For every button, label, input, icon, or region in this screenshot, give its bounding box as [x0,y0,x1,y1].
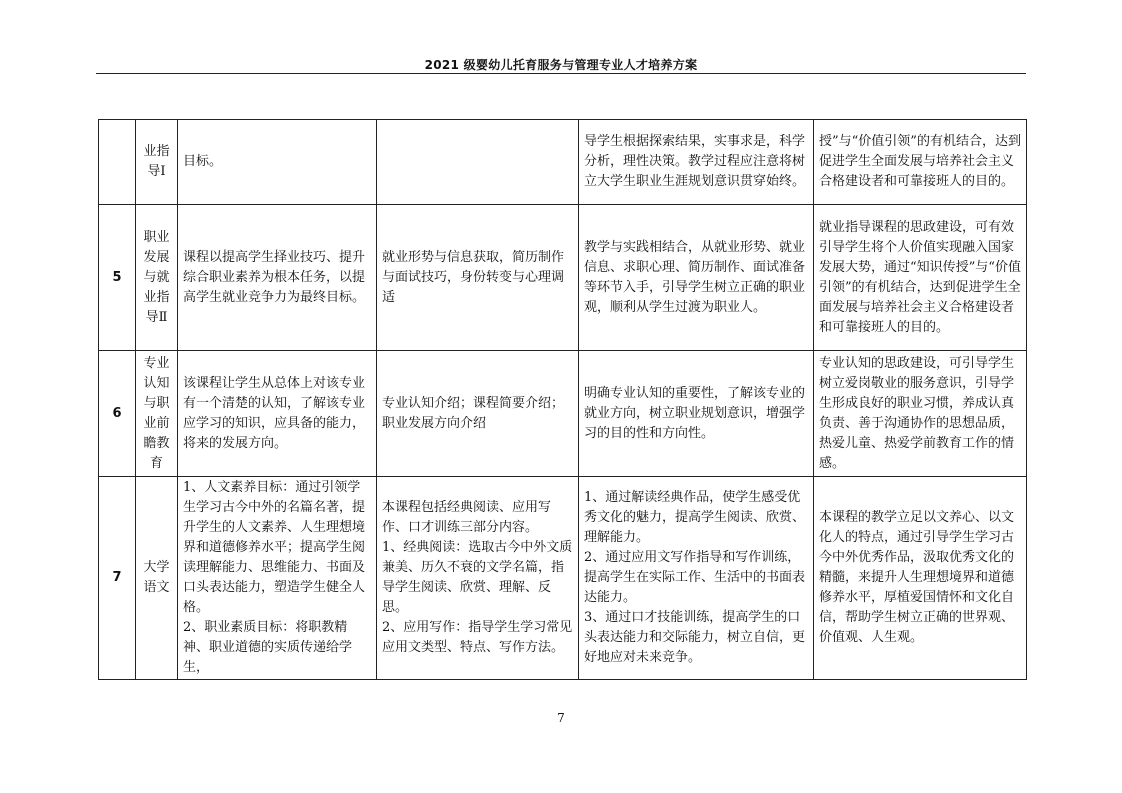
teaching-requirement: 导学生根据探索结果，实事求是，科学分析，理性决策。教学过程应注意将树立大学生职业生涯规划意识贯穿始终。 [579,120,814,205]
course-table [98,119,1027,680]
teaching-requirement: 明确专业认知的重要性，了解该专业的就业方向，树立职业规划意识，增强学习的目的性和方向性。 [579,351,814,477]
course-name: 专业 认知 与职 业前 瞻教 育 [136,351,178,477]
ideology-integration: 授”与“价值引领”的有机结合，达到促进学生全面发展与培养社会主义合格建设者和可靠接班人的目的。 [814,120,1027,205]
table-row [99,205,1027,351]
course-goal: 课程以提高学生择业技巧、提升综合职业素养为根本任务，以提高学生就业竞争力为最终目标。 [178,205,377,351]
course-content: 就业形势与信息获取，简历制作与面试技巧，身份转变与心理调适 [377,205,579,351]
course-content [377,120,579,205]
course-goal: 1、人文素养目标：通过引领学生学习古今中外的名篇名著，提升学生的人文素养、人生理想境界和道德修养水平；提高学生阅读理解能力、思维能力、书面及口头表达能力，塑造学生健全人格。 2、职业素质目标：将职教精神、职业道德的实质传递给学生， [178,477,377,680]
course-goal: 目标。 [178,120,377,205]
course-content: 专业认知介绍；课程简要介绍；职业发展方向介绍 [377,351,579,477]
page-number: 7 [557,711,565,725]
course-name: 职业 发展 与就 业指 导Ⅱ [136,205,178,351]
course-goal: 该课程让学生从总体上对该专业有一个清楚的认知，了解该专业应学习的知识，应具备的能力，将来的发展方向。 [178,351,377,477]
table-row [99,351,1027,477]
teaching-requirement: 教学与实践相结合，从就业形势、就业信息、求职心理、简历制作、面试准备等环节入手，引导学生树立正确的职业观，顺利从学生过渡为职业人。 [579,205,814,351]
table-row [99,120,1027,205]
ideology-integration: 专业认知的思政建设，可引导学生树立爱岗敬业的服务意识，引导学生形成良好的职业习惯，养成认真负责、善于沟通协作的思想品质，热爱儿童、热爱学前教育工作的情感。 [814,351,1027,477]
row-number: 5 [99,205,136,351]
ideology-integration: 就业指导课程的思政建设，可有效引导学生将个人价值实现融入国家发展大势，通过“知识传授”与“价值引领”的有机结合，达到促进学生全面发展与培养社会主义合格建设者和可靠接班人的目的。 [814,205,1027,351]
course-name: 大学 语文 [136,477,178,680]
table-row [99,477,1027,680]
course-name: 业指 导Ⅰ [136,120,178,205]
header-divider [96,73,1026,74]
teaching-requirement: 1、通过解读经典作品，使学生感受优秀文化的魅力，提高学生阅读、欣赏、理解能力。 2、通过应用文写作指导和写作训练，提高学生在实际工作、生活中的书面表达能力。 3、通过口才技能训练，提高学生的口头表达能力和交际能力，树立自信，更好地应对未来竞争。 [579,477,814,680]
row-number: 6 [99,351,136,477]
course-content: 本课程包括经典阅读、应用写作、口才训练三部分内容。 1、经典阅读：选取古今中外文质兼美、历久不衰的文学名篇，指导学生阅读、欣赏、理解、反思。 2、应用写作：指导学生学习常见应用文类型、特点、写作方法。 [377,477,579,680]
row-number: 7 [99,477,136,680]
row-number [99,120,136,205]
ideology-integration: 本课程的教学立足以文养心、以文化人的特点，通过引导学生学习古今中外优秀作品，汲取优秀文化的精髓，来提升人生理想境界和道德修养水平，厚植爱国情怀和文化自信，帮助学生树立正确的世界观、价值观、人生观。 [814,477,1027,680]
document-header-title: 2021 级婴幼儿托育服务与管理专业人才培养方案 [424,58,698,72]
